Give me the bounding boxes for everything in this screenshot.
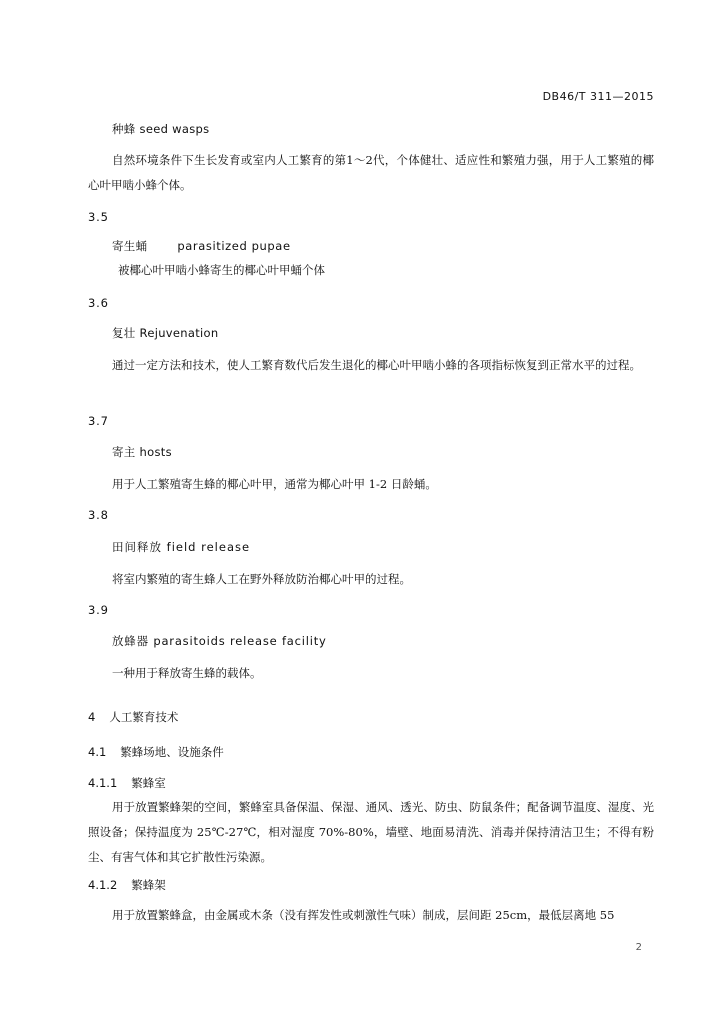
definition-parasitized-pupae: 被椰心叶甲啮小蜂寄生的椰心叶甲蛹个体 [118,263,325,277]
section-4-1-1-text: 用于放置繁蜂架的空间，繁蜂室具备保温、保湿、通风、透光、防虫、防鼠条件；配备调节温度、湿度、光照设备；保持温度为 25℃-27℃，相对湿度 70%-80%，墙壁、地面易清洗、消毒并保持清洁卫生；不得有粉尘、有害气体和其它扩散性污染源。 [88,800,654,864]
section-4-1-2-number: 4.1.2 [88,878,118,892]
document-code: DB46/T 311—2015 [542,90,654,103]
term-en: parasitized pupae [177,239,291,253]
section-4-1-1-number: 4.1.1 [88,776,118,790]
term-cn: 寄生蛹 [112,239,148,253]
definition-seed-wasps: 自然环境条件下生长发育或室内人工繁育的第1～2代，个体健壮、适应性和繁殖力强，用于人工繁殖的椰心叶甲啮小蜂个体。 [88,153,654,192]
term-parasitized-pupae [112,238,291,254]
section-4-1-1-heading [88,775,166,791]
section-4-1-2-heading [88,877,166,893]
section-4-1-2-text: 用于放置繁蜂盒，由金属或木条（没有挥发性或刺激性气味）制成，层间距 25cm，最低层离地 55 [112,908,615,922]
section-4-1-1-title: 繁蜂室 [131,776,166,790]
section-4-heading [88,709,178,725]
section-number-3-9: 3.9 [88,603,109,617]
definition-rejuvenation: 通过一定方法和技术，使人工繁育数代后发生退化的椰心叶甲啮小蜂的各项指标恢复到正常水平的过程。 [112,358,641,372]
term-rejuvenation: 复壮 Rejuvenation [112,326,219,340]
definition-hosts: 用于人工繁殖寄生蜂的椰心叶甲，通常为椰心叶甲 1-2 日龄蛹。 [112,477,437,491]
section-4-1-heading [88,744,224,760]
definition-field-release: 将室内繁殖的寄生蜂人工在野外释放防治椰心叶甲的过程。 [112,572,411,586]
section-number-3-8: 3.8 [88,508,109,522]
section-number-3-6: 3.6 [88,296,109,310]
term-field-release: 田间释放 field release [112,540,251,554]
section-4-title: 人工繁育技术 [109,710,179,724]
page-number: 2 [635,942,642,953]
term-release-facility: 放蜂器 parasitoids release facility [112,634,327,648]
term-seed-wasps: 种蜂 seed wasps [112,122,210,136]
section-number-3-5: 3.5 [88,210,109,224]
definition-release-facility: 一种用于释放寄生蜂的载体。 [112,666,262,680]
section-4-number: 4 [88,710,96,724]
section-number-3-7: 3.7 [88,414,109,428]
term-hosts: 寄主 hosts [112,445,172,459]
section-4-1-title: 繁蜂场地、设施条件 [120,745,224,759]
section-4-1-2-title: 繁蜂架 [131,878,166,892]
section-4-1-number: 4.1 [88,745,107,759]
